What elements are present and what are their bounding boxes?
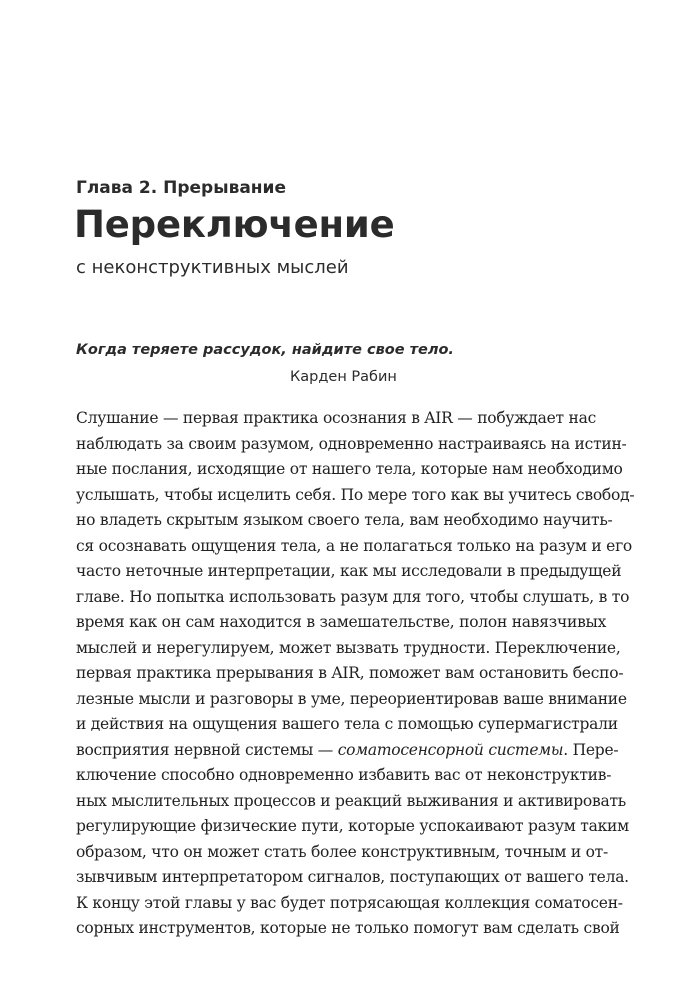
body-line: ные послания, исходящие от нашего тела, которые нам необходимо [76,460,623,478]
body-line-mixed [76,738,619,764]
body-line: ных мыслительных процессов и реакций выживания и активировать [76,791,626,810]
body-line: образом, что он может стать более конструктивным, точным и от- [76,842,608,861]
body-line: часто неточные интерпретации, как мы исследовали в предыдущей [76,562,622,580]
body-line: ключение способно одновременно избавить вас от неконструктив- [76,766,612,784]
body-line: мыслей и нерегулируем, может вызвать трудности. Переключение, [76,638,621,657]
epigraph-quote: Когда теряете рассудок, найдите свое тело. [76,342,454,358]
body-paragraph [76,406,635,942]
body-line: и действия на ощущения вашего тела с помощью супермагистрали [76,715,618,733]
chapter-title: Переключение [74,203,395,246]
body-line-start: восприятия нервной системы — [76,740,338,759]
chapter-label: Глава 2. Прерывание [76,178,286,198]
body-line: главе. Но попытка использовать разум для того, чтобы слушать, в то [76,587,630,606]
chapter-subtitle: с неконструктивных мыслей [76,257,349,278]
body-line: но владеть скрытым языком своего тела, вам необходимо научить- [76,511,613,529]
body-line: лезные мысли и разговоры в уме, переориентировав ваше внимание [76,689,627,708]
epigraph-author: Карден Рабин [290,369,397,385]
body-line: время как он сам находится в замешательстве, полон навязчивых [76,613,607,631]
body-line: зывчивым интерпретатором сигналов, поступающих от вашего тела. [76,868,629,886]
italic-term: соматосенсорной системы [337,740,564,759]
body-line: К концу этой главы у вас будет потрясающая коллекция соматосен- [76,893,623,912]
body-line: Слушание — первая практика осознания в AIR — побуждает нас [76,409,597,427]
body-line: ся осознавать ощущения тела, а не полагаться только на разум и его [76,536,633,555]
body-line: первая практика прерывания в AIR, поможет вам остановить беспо- [76,664,624,682]
body-line: сорных инструментов, которые не только помогут вам сделать свой [76,919,620,937]
body-line: услышать, чтобы исцелить себя. По мере того как вы учитесь свобод- [76,485,635,504]
body-line-end: . Пере- [563,740,619,759]
body-line: регулирующие физические пути, которые успокаивают разум таким [76,817,629,835]
body-line: наблюдать за своим разумом, одновременно настраиваясь на истин- [76,434,627,453]
